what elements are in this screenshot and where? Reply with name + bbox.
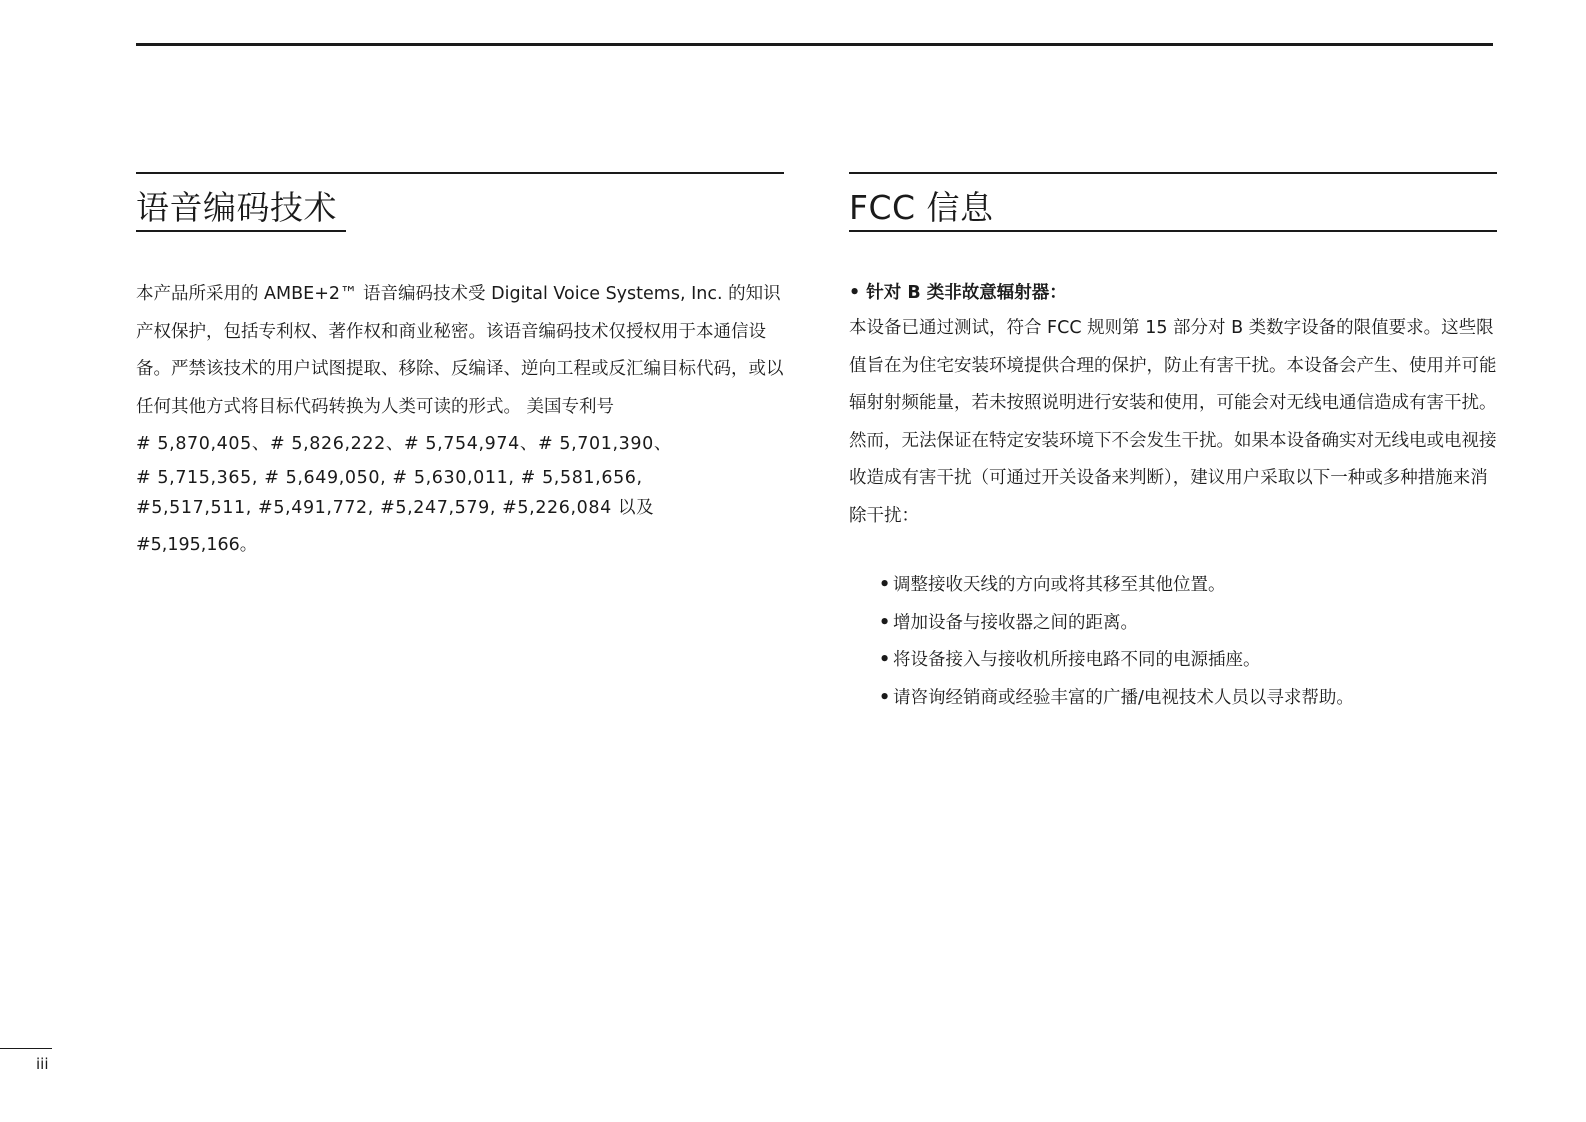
top-rule	[136, 43, 1493, 46]
list-item-text: 调整接收天线的方向或将其移至其他位置。	[893, 575, 1226, 595]
voice-coding-section	[136, 172, 784, 567]
list-item-text: 增加设备与接收器之间的距离。	[893, 612, 1138, 633]
page-number: iii	[36, 1055, 49, 1073]
title-underline	[136, 230, 346, 232]
fcc-measures-list	[879, 567, 1497, 717]
voice-coding-paragraph: 本产品所采用的 AMBE+2™ 语音编码技术受 Digital Voice Systems, Inc. 的知识产权保护，包括专利权、著作权和商业秘密。该语音编码技术仅授权用于本通信设备。严禁该技术的用户试图提取、移除、反编译、逆向工程或反汇编目标代码，或以任何其他方式将目标代码转换为人类可读的形式。 美国专利号	[136, 284, 784, 417]
list-item-text: 将设备接入与接收机所接电路不同的电源插座。	[893, 650, 1261, 670]
section-header	[136, 174, 784, 234]
section-title-fcc: FCC 信息	[849, 188, 994, 227]
fcc-paragraph: 本设备已通过测试，符合 FCC 规则第 15 部分对 B 类数字设备的限值要求。这些限值旨在为住宅安装环境提供合理的保护，防止有害干扰。本设备会产生、使用并可能辐射射频能量，若未按照说明进行安装和使用，可能会对无线电通信造成有害干扰。 然而，无法保证在特定安装环境下不会发生干扰。如果本设备确实对无线电或电视接收造成有害干扰（可通过开关设备来判断），建议用户采取以下一种或多种措施来消除干扰：	[849, 318, 1497, 526]
bullet-icon: •	[879, 650, 891, 670]
list-item	[879, 680, 1497, 718]
list-item	[879, 567, 1497, 605]
patent-line: # 5,715,365, # 5,649,050, # 5,630,011, # 5,581,656,	[136, 468, 643, 488]
bullet-icon: •	[879, 687, 891, 708]
patent-line: # 5,870,405、# 5,826,222、# 5,754,974、# 5,701,390、	[136, 434, 672, 454]
list-item	[879, 605, 1497, 643]
bullet-icon: •	[879, 575, 891, 595]
list-item-text: 请咨询经销商或经验丰富的广播/电视技术人员以寻求帮助。	[893, 687, 1354, 708]
fcc-section	[849, 172, 1497, 717]
fcc-subheading: • 针对 B 类非故意辐射器：	[849, 283, 1067, 303]
section-header	[849, 174, 1497, 234]
section-title-voice-coding: 语音编码技术	[136, 188, 337, 227]
patent-line: #5,195,166。	[136, 535, 258, 555]
title-underline	[849, 230, 1497, 232]
patent-line: #5,517,511, #5,491,772, #5,247,579, #5,226,084 以及	[136, 498, 655, 518]
list-item	[879, 642, 1497, 680]
page-number-rule	[0, 1048, 52, 1049]
patent-list	[136, 426, 784, 567]
bullet-icon: •	[879, 612, 891, 633]
